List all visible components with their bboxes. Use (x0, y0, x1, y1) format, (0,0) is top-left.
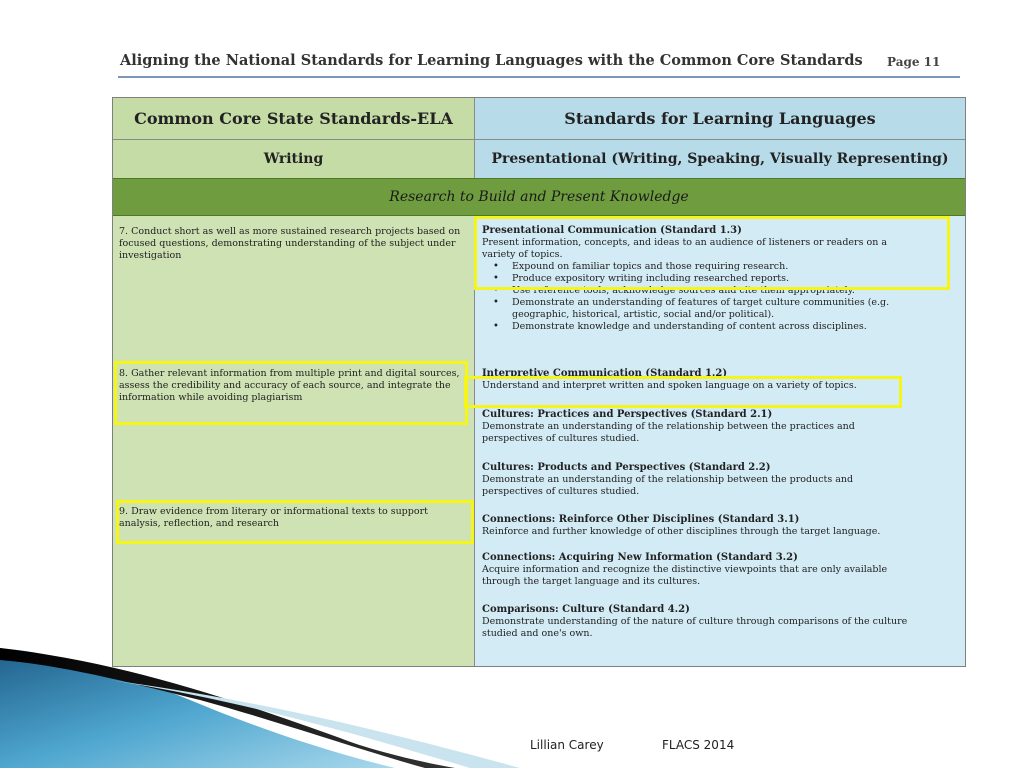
document-title: Aligning the National Standards for Learning Languages with the Common Core Standards (120, 52, 863, 69)
presentational-line-2: variety of topics. (482, 249, 563, 260)
comparisons-culture-line-2: studied and one's own. (482, 628, 593, 639)
list-item: • Demonstrate knowledge and understanding of content across disciplines. (482, 321, 889, 333)
cultures-practices-line-2: perspectives of cultures studied. (482, 433, 640, 444)
highlight-box-standard-8 (114, 361, 468, 425)
section-band: Research to Build and Present Knowledge (113, 178, 965, 216)
cultures-products-block (482, 462, 853, 498)
interpretive-title: Interpretive Communication (Standard 1.2) (482, 368, 728, 379)
comparisons-culture-title: Comparisons: Culture (Standard 4.2) (482, 604, 690, 615)
right-column-header: Standards for Learning Languages (475, 98, 965, 140)
cultures-practices-title: Cultures: Practices and Perspectives (Standard 2.1) (482, 409, 773, 420)
comparisons-culture-block (482, 604, 907, 640)
right-subheader: Presentational (Writing, Speaking, Visually Representing) (475, 140, 965, 178)
presentational-title: Presentational Communication (Standard 1.3) (482, 225, 742, 236)
list-item-continuation: geographic, historical, artistic, social and/or political). (512, 309, 775, 320)
left-body-cell (113, 216, 475, 666)
list-item: • Use reference tools, acknowledge sources and cite them appropriately. (482, 285, 889, 297)
footer-event: FLACS 2014 (662, 738, 735, 752)
title-underline (118, 76, 960, 78)
comparisons-culture-line-1: Demonstrate understanding of the nature of culture through comparisons of the culture (482, 616, 908, 627)
cultures-practices-block (482, 409, 855, 445)
left-column-header: Common Core State Standards-ELA (113, 98, 475, 140)
interpretive-line-1: Understand and interpret written and spoken language on a variety of topics. (482, 380, 857, 391)
list-item: • Demonstrate an understanding of features of target culture communities (e.g. (482, 297, 889, 309)
list-item: • Produce expository writing including researched reports. (482, 273, 889, 285)
connections-acquiring-title: Connections: Acquiring New Information (Standard 3.2) (482, 552, 798, 563)
ela-standard-7: 7. Conduct short as well as more sustained research projects based on focused questions, demonstrating understanding of the subject under investigation (119, 226, 461, 261)
highlight-box-interpretive (464, 376, 902, 408)
highlight-box-standard-9 (116, 500, 474, 544)
ela-standard-8: 8. Gather relevant information from multiple print and digital sources, assess the credibility and accuracy of each source, and integrate the information while avoiding plagiarism (119, 368, 460, 403)
list-item: • Expound on familiar topics and those requiring research. (482, 261, 889, 273)
cultures-products-title: Cultures: Products and Perspectives (Standard 2.2) (482, 462, 771, 473)
highlight-box-presentational (474, 216, 950, 290)
cultures-products-line-1: Demonstrate an understanding of the relationship between the products and (482, 474, 854, 485)
connections-acquiring-line-1: Acquire information and recognize the distinctive viewpoints that are only available (482, 564, 888, 575)
connections-acquiring-line-2: through the target language and its cultures. (482, 576, 701, 587)
connections-reinforce-title: Connections: Reinforce Other Disciplines (Standard 3.1) (482, 514, 800, 525)
left-subheader: Writing (113, 140, 475, 178)
connections-reinforce-block (482, 514, 880, 538)
footer-author: Lillian Carey (530, 738, 604, 752)
cultures-products-line-2: perspectives of cultures studied. (482, 486, 640, 497)
page-number: Page 11 (887, 55, 941, 69)
presentational-line-1: Present information, concepts, and ideas to an audience of listeners or readers on a (482, 237, 888, 248)
cultures-practices-line-1: Demonstrate an understanding of the relationship between the practices and (482, 421, 855, 432)
connections-acquiring-block (482, 552, 887, 588)
ela-standard-9: 9. Draw evidence from literary or informational texts to support analysis, reflection, and research (119, 506, 428, 529)
connections-reinforce-line-1: Reinforce and further knowledge of other disciplines through the target language. (482, 526, 881, 537)
